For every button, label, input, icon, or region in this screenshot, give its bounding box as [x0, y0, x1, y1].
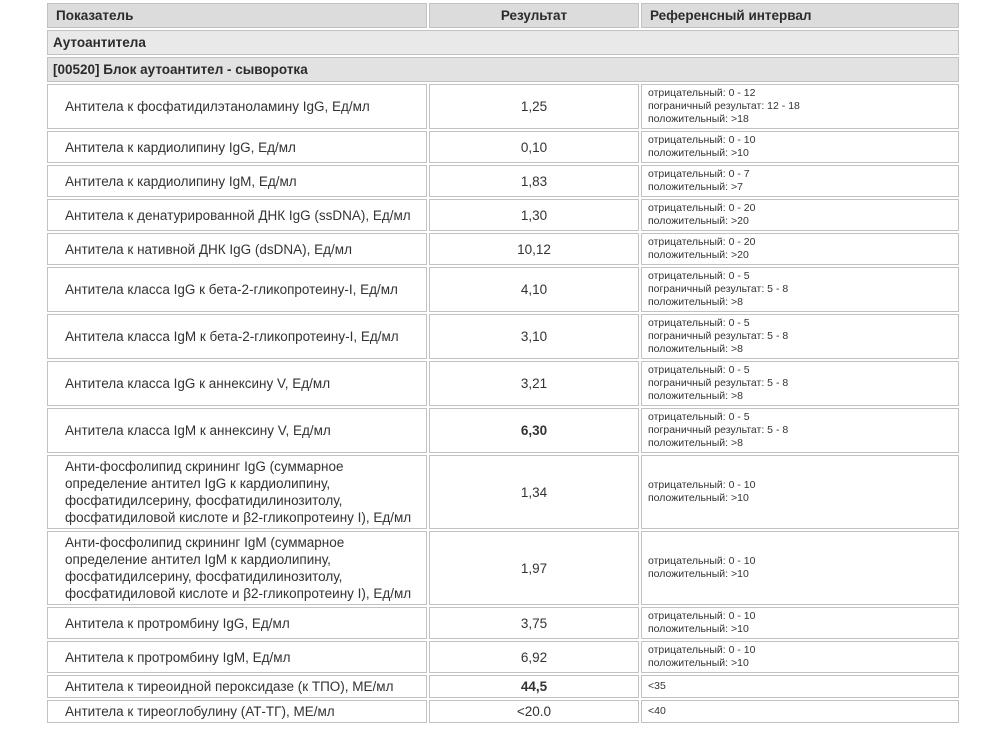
reference-line: положительный: >8	[648, 390, 743, 402]
test-name: Антитела класса IgG к аннексину V, Ед/мл	[47, 361, 427, 406]
test-name: Антитела к фосфатидилэтаноламину IgG, Ед/мл	[47, 84, 427, 129]
reference-interval	[641, 531, 959, 605]
reference-interval	[641, 131, 959, 163]
reference-line: отрицательный: 0 - 5	[648, 364, 750, 376]
reference-line: положительный: >10	[648, 147, 749, 159]
reference-line: пограничный результат: 5 - 8	[648, 424, 789, 436]
reference-interval	[641, 700, 959, 723]
test-name: Антитела к протромбину IgG, Ед/мл	[47, 607, 427, 639]
test-result: 3,21	[429, 361, 639, 406]
reference-line: отрицательный: 0 - 10	[648, 555, 756, 567]
test-result: 1,25	[429, 84, 639, 129]
test-name: Антитела класса IgG к бета-2-гликопротеину-I, Ед/мл	[47, 267, 427, 312]
reference-line: <40	[648, 705, 666, 717]
lab-results-table	[45, 1, 961, 725]
test-name: Антитела к кардиолипину IgM, Ед/мл	[47, 165, 427, 197]
section-label: Аутоантитела	[47, 30, 959, 55]
column-header-indicator: Показатель	[47, 3, 427, 28]
reference-line: положительный: >20	[648, 249, 749, 261]
reference-line: пограничный результат: 5 - 8	[648, 377, 789, 389]
reference-line: положительный: >7	[648, 181, 743, 193]
table-row	[47, 233, 959, 265]
reference-line: положительный: >8	[648, 296, 743, 308]
reference-interval	[641, 408, 959, 453]
test-name: Антитела к денатурированной ДНК IgG (ssDNA), Ед/мл	[47, 199, 427, 231]
test-result: 1,97	[429, 531, 639, 605]
table-header-row	[47, 3, 959, 28]
reference-line: отрицательный: 0 - 10	[648, 644, 756, 656]
table-row	[47, 531, 959, 605]
table-row	[47, 641, 959, 673]
block-row-00520	[47, 57, 959, 82]
reference-interval	[641, 84, 959, 129]
reference-line: отрицательный: 0 - 10	[648, 610, 756, 622]
test-name: Анти-фосфолипид скрининг IgM (суммарное определение антител IgM к кардиолипину, фосфатидилсерину, фосфатидилинозитолу, фосфатидиловой кислоте и β2-гликопротеину I), Ед/мл	[47, 531, 427, 605]
reference-line: положительный: >10	[648, 492, 749, 504]
reference-line: отрицательный: 0 - 5	[648, 270, 750, 282]
column-header-reference: Референсный интервал	[641, 3, 959, 28]
table-row	[47, 607, 959, 639]
reference-line: положительный: >18	[648, 113, 749, 125]
table-row	[47, 314, 959, 359]
reference-interval	[641, 233, 959, 265]
reference-line: пограничный результат: 12 - 18	[648, 100, 800, 112]
reference-interval	[641, 675, 959, 698]
test-result: 0,10	[429, 131, 639, 163]
reference-line: положительный: >10	[648, 568, 749, 580]
reference-line: отрицательный: 0 - 5	[648, 411, 750, 423]
block-label: [00520] Блок аутоантител - сыворотка	[47, 57, 959, 82]
reference-line: положительный: >10	[648, 657, 749, 669]
test-result: 3,75	[429, 607, 639, 639]
reference-line: отрицательный: 0 - 20	[648, 236, 756, 248]
reference-line: отрицательный: 0 - 10	[648, 134, 756, 146]
reference-line: положительный: >8	[648, 343, 743, 355]
reference-interval	[641, 314, 959, 359]
test-result: 1,34	[429, 455, 639, 529]
test-name: Антитела класса IgM к бета-2-гликопротеину-I, Ед/мл	[47, 314, 427, 359]
reference-line: отрицательный: 0 - 7	[648, 168, 750, 180]
test-name: Антитела к тиреоидной пероксидазе (к ТПО), МЕ/мл	[47, 675, 427, 698]
column-header-result: Результат	[429, 3, 639, 28]
reference-interval	[641, 361, 959, 406]
table-row	[47, 455, 959, 529]
test-name: Антитела к протромбину IgM, Ед/мл	[47, 641, 427, 673]
reference-line: отрицательный: 0 - 5	[648, 317, 750, 329]
table-row	[47, 700, 959, 723]
test-result: <20.0	[429, 700, 639, 723]
test-name: Антитела к тиреоглобулину (АТ-ТГ), МЕ/мл	[47, 700, 427, 723]
reference-interval	[641, 165, 959, 197]
test-result: 1,30	[429, 199, 639, 231]
table-row	[47, 675, 959, 698]
reference-interval	[641, 607, 959, 639]
reference-line: пограничный результат: 5 - 8	[648, 330, 789, 342]
test-result: 1,83	[429, 165, 639, 197]
test-name: Антитела класса IgM к аннексину V, Ед/мл	[47, 408, 427, 453]
reference-interval	[641, 641, 959, 673]
reference-interval	[641, 267, 959, 312]
reference-line: отрицательный: 0 - 12	[648, 87, 756, 99]
test-result: 6,92	[429, 641, 639, 673]
reference-interval	[641, 199, 959, 231]
test-name: Антитела к кардиолипину IgG, Ед/мл	[47, 131, 427, 163]
section-row-autoantibodies	[47, 30, 959, 55]
reference-line: положительный: >20	[648, 215, 749, 227]
table-row	[47, 131, 959, 163]
reference-line: положительный: >8	[648, 437, 743, 449]
table-row	[47, 199, 959, 231]
test-name: Анти-фосфолипид скрининг IgG (суммарное определение антител IgG к кардиолипину, фосфатидилсерину, фосфатидилинозитолу, фосфатидиловой кислоте и β2-гликопротеину I), Ед/мл	[47, 455, 427, 529]
reference-line: отрицательный: 0 - 20	[648, 202, 756, 214]
reference-line: положительный: >10	[648, 623, 749, 635]
test-name: Антитела к нативной ДНК IgG (dsDNA), Ед/мл	[47, 233, 427, 265]
reference-line: <35	[648, 680, 666, 692]
reference-interval	[641, 455, 959, 529]
test-result: 6,30	[429, 408, 639, 453]
table-row	[47, 361, 959, 406]
test-result: 4,10	[429, 267, 639, 312]
table-row	[47, 84, 959, 129]
table-row	[47, 165, 959, 197]
table-row	[47, 267, 959, 312]
test-result: 44,5	[429, 675, 639, 698]
test-result: 3,10	[429, 314, 639, 359]
reference-line: пограничный результат: 5 - 8	[648, 283, 789, 295]
reference-line: отрицательный: 0 - 10	[648, 479, 756, 491]
table-row	[47, 408, 959, 453]
test-result: 10,12	[429, 233, 639, 265]
